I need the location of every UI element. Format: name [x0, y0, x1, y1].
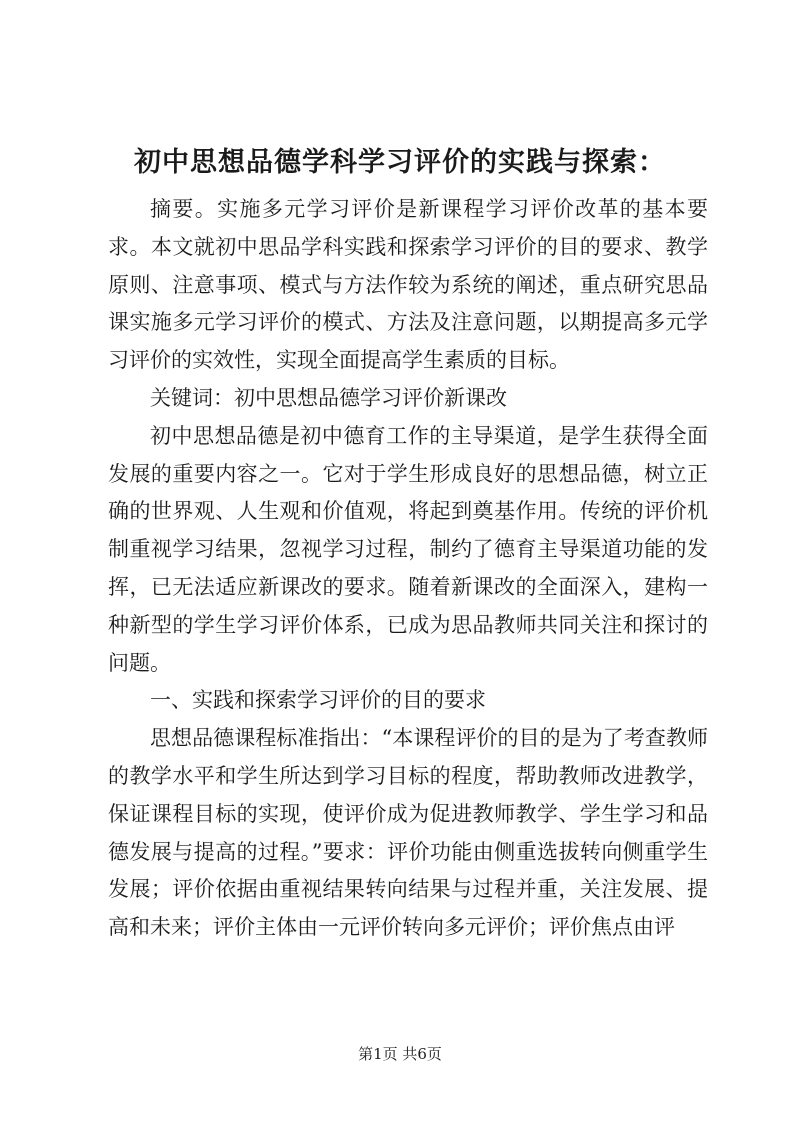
keywords-paragraph: 关键词：初中思想品德学习评价新课改 [150, 385, 507, 410]
section-heading: 一、实践和探索学习评价的目的要求 [150, 688, 486, 713]
document-title: 初中思想品德学科学习评价的实践与探索： [134, 147, 666, 178]
page-footer: 第1页 共6页 [358, 1045, 442, 1063]
intro-paragraph: 初中思想品德是初中德育工作的主导渠道，是学生获得全面发展的重要内容之一。它对于学生形成良好的思想品德，树立正确的世界观、人生观和价值观，将起到奠基作用。传统的评价机制重视学习结果，忽视学习过程，制约了德育主导渠道功能的发挥，已无法适应新课改的要求。随着新课改的全面深入，建构一种新型的学生学习评价体系，已成为思品教师共同关注和探讨的问题。 [108, 423, 708, 675]
body-paragraph: 思想品德课程标准指出：“本课程评价的目的是为了考查教师的教学水平和学生所达到学习目标的程度，帮助教师改进教学，保证课程目标的实现，使评价成为促进教师教学、学生学习和品德发展与提高的过程。”要求：评价功能由侧重选拔转向侧重学生发展；评价依据由重视结果转向结果与过程并重，关注发展、提高和未来；评价主体由一元评价转向多元评价；评价焦点由评 [108, 726, 708, 940]
abstract-paragraph: 摘要。实施多元学习评价是新课程学习评价改革的基本要求。本文就初中思品学科实践和探索学习评价的目的要求、教学原则、注意事项、模式与方法作较为系统的阐述，重点研究思品课实施多元学习评价的模式、方法及注意问题，以期提高多元学习评价的实效性，实现全面提高学生素质的目标。 [108, 197, 708, 373]
document-body [108, 191, 708, 947]
